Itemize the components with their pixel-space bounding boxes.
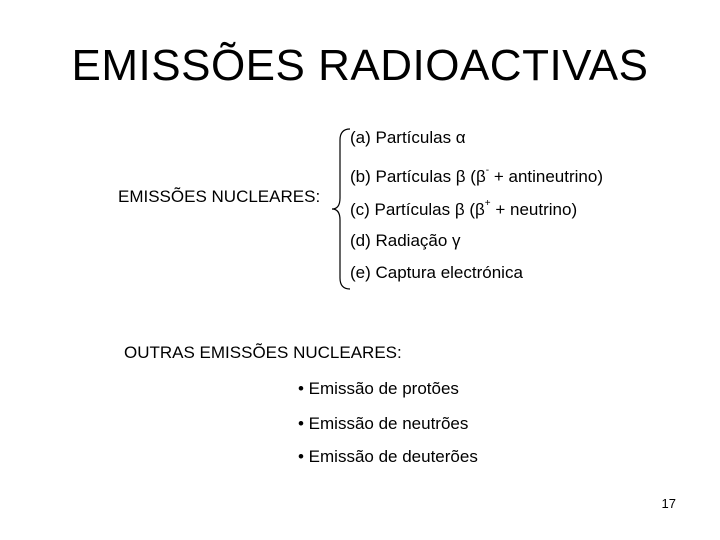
emission-item-beta-minus xyxy=(350,166,603,188)
list-item-protons: • Emissão de protões xyxy=(298,379,459,398)
emission-item-gamma xyxy=(350,230,461,252)
nuclear-emissions-label: EMISSÕES NUCLEARES: xyxy=(118,187,321,206)
emission-item-beta-plus xyxy=(350,199,577,221)
charge-superscript: - xyxy=(485,165,490,177)
list-item-neutrons: • Emissão de neutrões xyxy=(298,414,469,433)
emission-text-tail: + antineutrino) xyxy=(489,167,603,186)
emission-item-alpha xyxy=(350,127,466,149)
emission-text: (c) Partículas β (β xyxy=(350,200,485,219)
emission-item-electron-capture xyxy=(350,262,523,284)
emission-text: (a) Partículas α xyxy=(350,128,466,147)
emission-text: (e) Captura electrónica xyxy=(350,263,523,282)
emission-text-tail: + neutrino) xyxy=(490,200,578,219)
emission-text: (b) Partículas β (β xyxy=(350,167,486,186)
charge-superscript: + xyxy=(484,198,491,210)
page-number: 17 xyxy=(661,496,676,511)
curly-brace-icon xyxy=(330,128,352,290)
emission-text: (d) Radiação γ xyxy=(350,231,461,250)
list-item-deuterons: • Emissão de deuterões xyxy=(298,447,478,466)
other-emissions-label: OUTRAS EMISSÕES NUCLEARES: xyxy=(124,343,402,362)
slide-title: EMISSÕES RADIOACTIVAS xyxy=(71,41,649,90)
